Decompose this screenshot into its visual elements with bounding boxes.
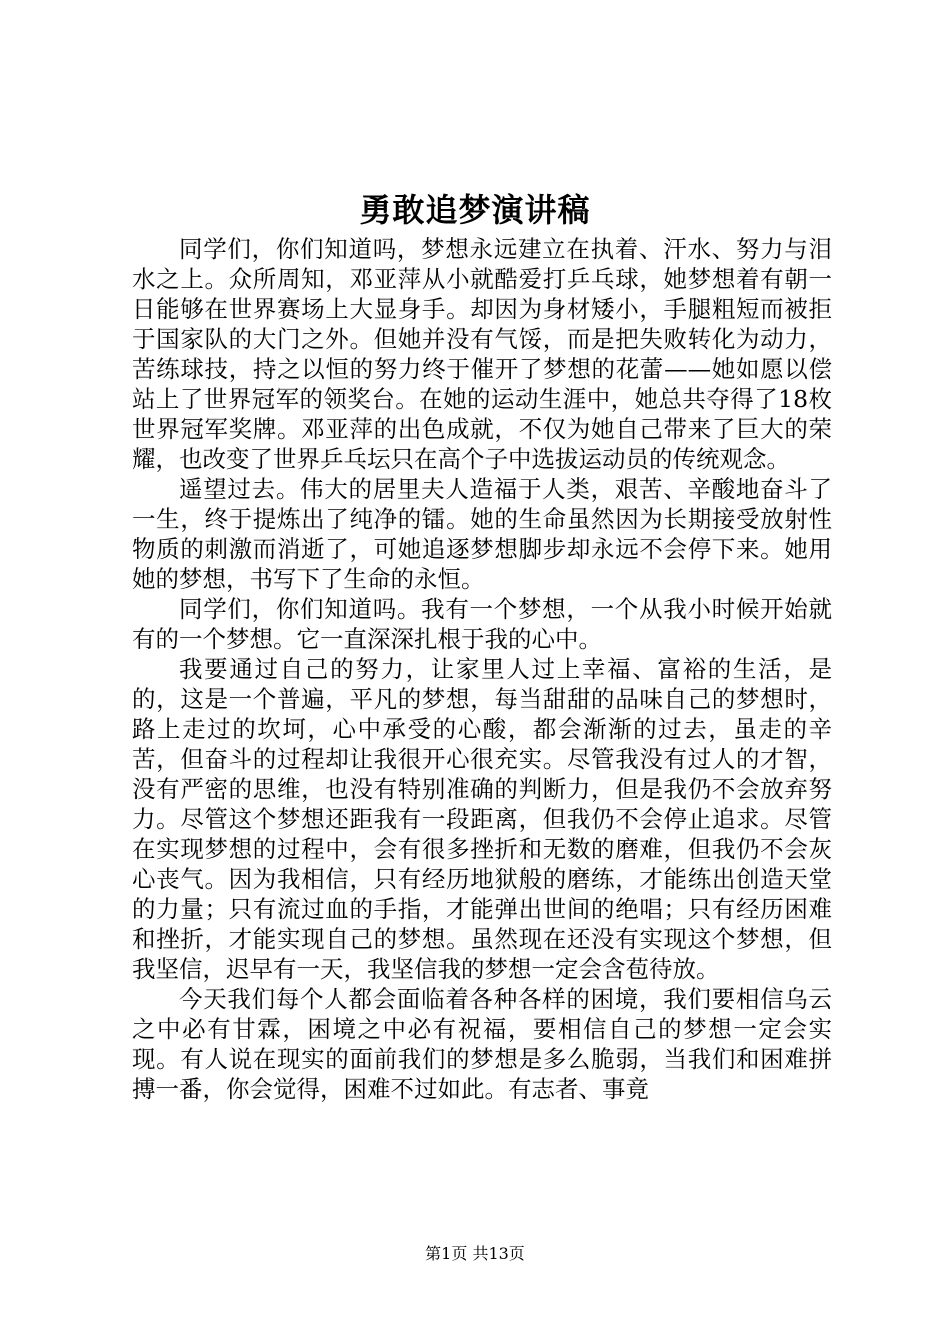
paragraph-1: 同学们，你们知道吗，梦想永远建立在执着、汗水、努力与泪水之上。众所周知，邓亚萍从小就酷爱打乒乓球，她梦想着有朝一日能够在世界赛场上大显身手。却因为身材矮小，手腿粗短而被拒于国家队的大门之外。但她并没有气馁，而是把失败转化为动力，苦练球技，持之以恒的努力终于催开了梦想的花蕾——她如愿以偿站上了世界冠军的领奖台。在她的运动生涯中，她总共夺得了18枚世界冠军奖牌。邓亚萍的出色成就，不仅为她自己带来了巨大的荣耀，也改变了世界乒乓坛只在高个子中选拔运动员的传统观念。	[132, 235, 832, 473]
paragraph-5: 今天我们每个人都会面临着各种各样的困境，我们要相信乌云之中必有甘霖，困境之中必有祝福，要相信自己的梦想一定会实现。有人说在现实的面前我们的梦想是多么脆弱，当我们和困难拼搏一番，你会觉得，困难不过如此。有志者、事竟	[132, 985, 832, 1103]
paragraph-4: 我要通过自己的努力，让家里人过上幸福、富裕的生活，是的，这是一个普遍，平凡的梦想，每当甜甜的品味自己的梦想时，路上走过的坎坷，心中承受的心酸，都会渐渐的过去，虽走的辛苦，但奋斗的过程却让我很开心很充实。尽管我没有过人的才智，没有严密的思维，也没有特别准确的判断力，但是我仍不会放弃努力。尽管这个梦想还距我有一段距离，但我仍不会停止追求。尽管在实现梦想的过程中，会有很多挫折和无数的磨难，但我仍不会灰心丧气。因为我相信，只有经历地狱般的磨练，才能练出创造天堂的力量；只有流过血的手指，才能弹出世间的绝唱；只有经历困难和挫折，才能实现自己的梦想。虽然现在还没有实现这个梦想，但我坚信，迟早有一天，我坚信我的梦想一定会含苞待放。	[132, 655, 832, 983]
document-body	[132, 234, 832, 1104]
document-title: 勇敢追梦演讲稿	[359, 191, 591, 229]
paragraph-3: 同学们，你们知道吗。我有一个梦想，一个从我小时候开始就有的一个梦想。它一直深深扎根于我的心中。	[132, 595, 832, 653]
page-number-footer: 第1页 共13页	[425, 1244, 525, 1263]
paragraph-2: 遥望过去。伟大的居里夫人造福于人类，艰苦、辛酸地奋斗了一生，终于提炼出了纯净的镭。她的生命虽然因为长期接受放射性物质的刺激而消逝了，可她追逐梦想脚步却永远不会停下来。她用她的梦想，书写下了生命的永恒。	[132, 475, 832, 593]
